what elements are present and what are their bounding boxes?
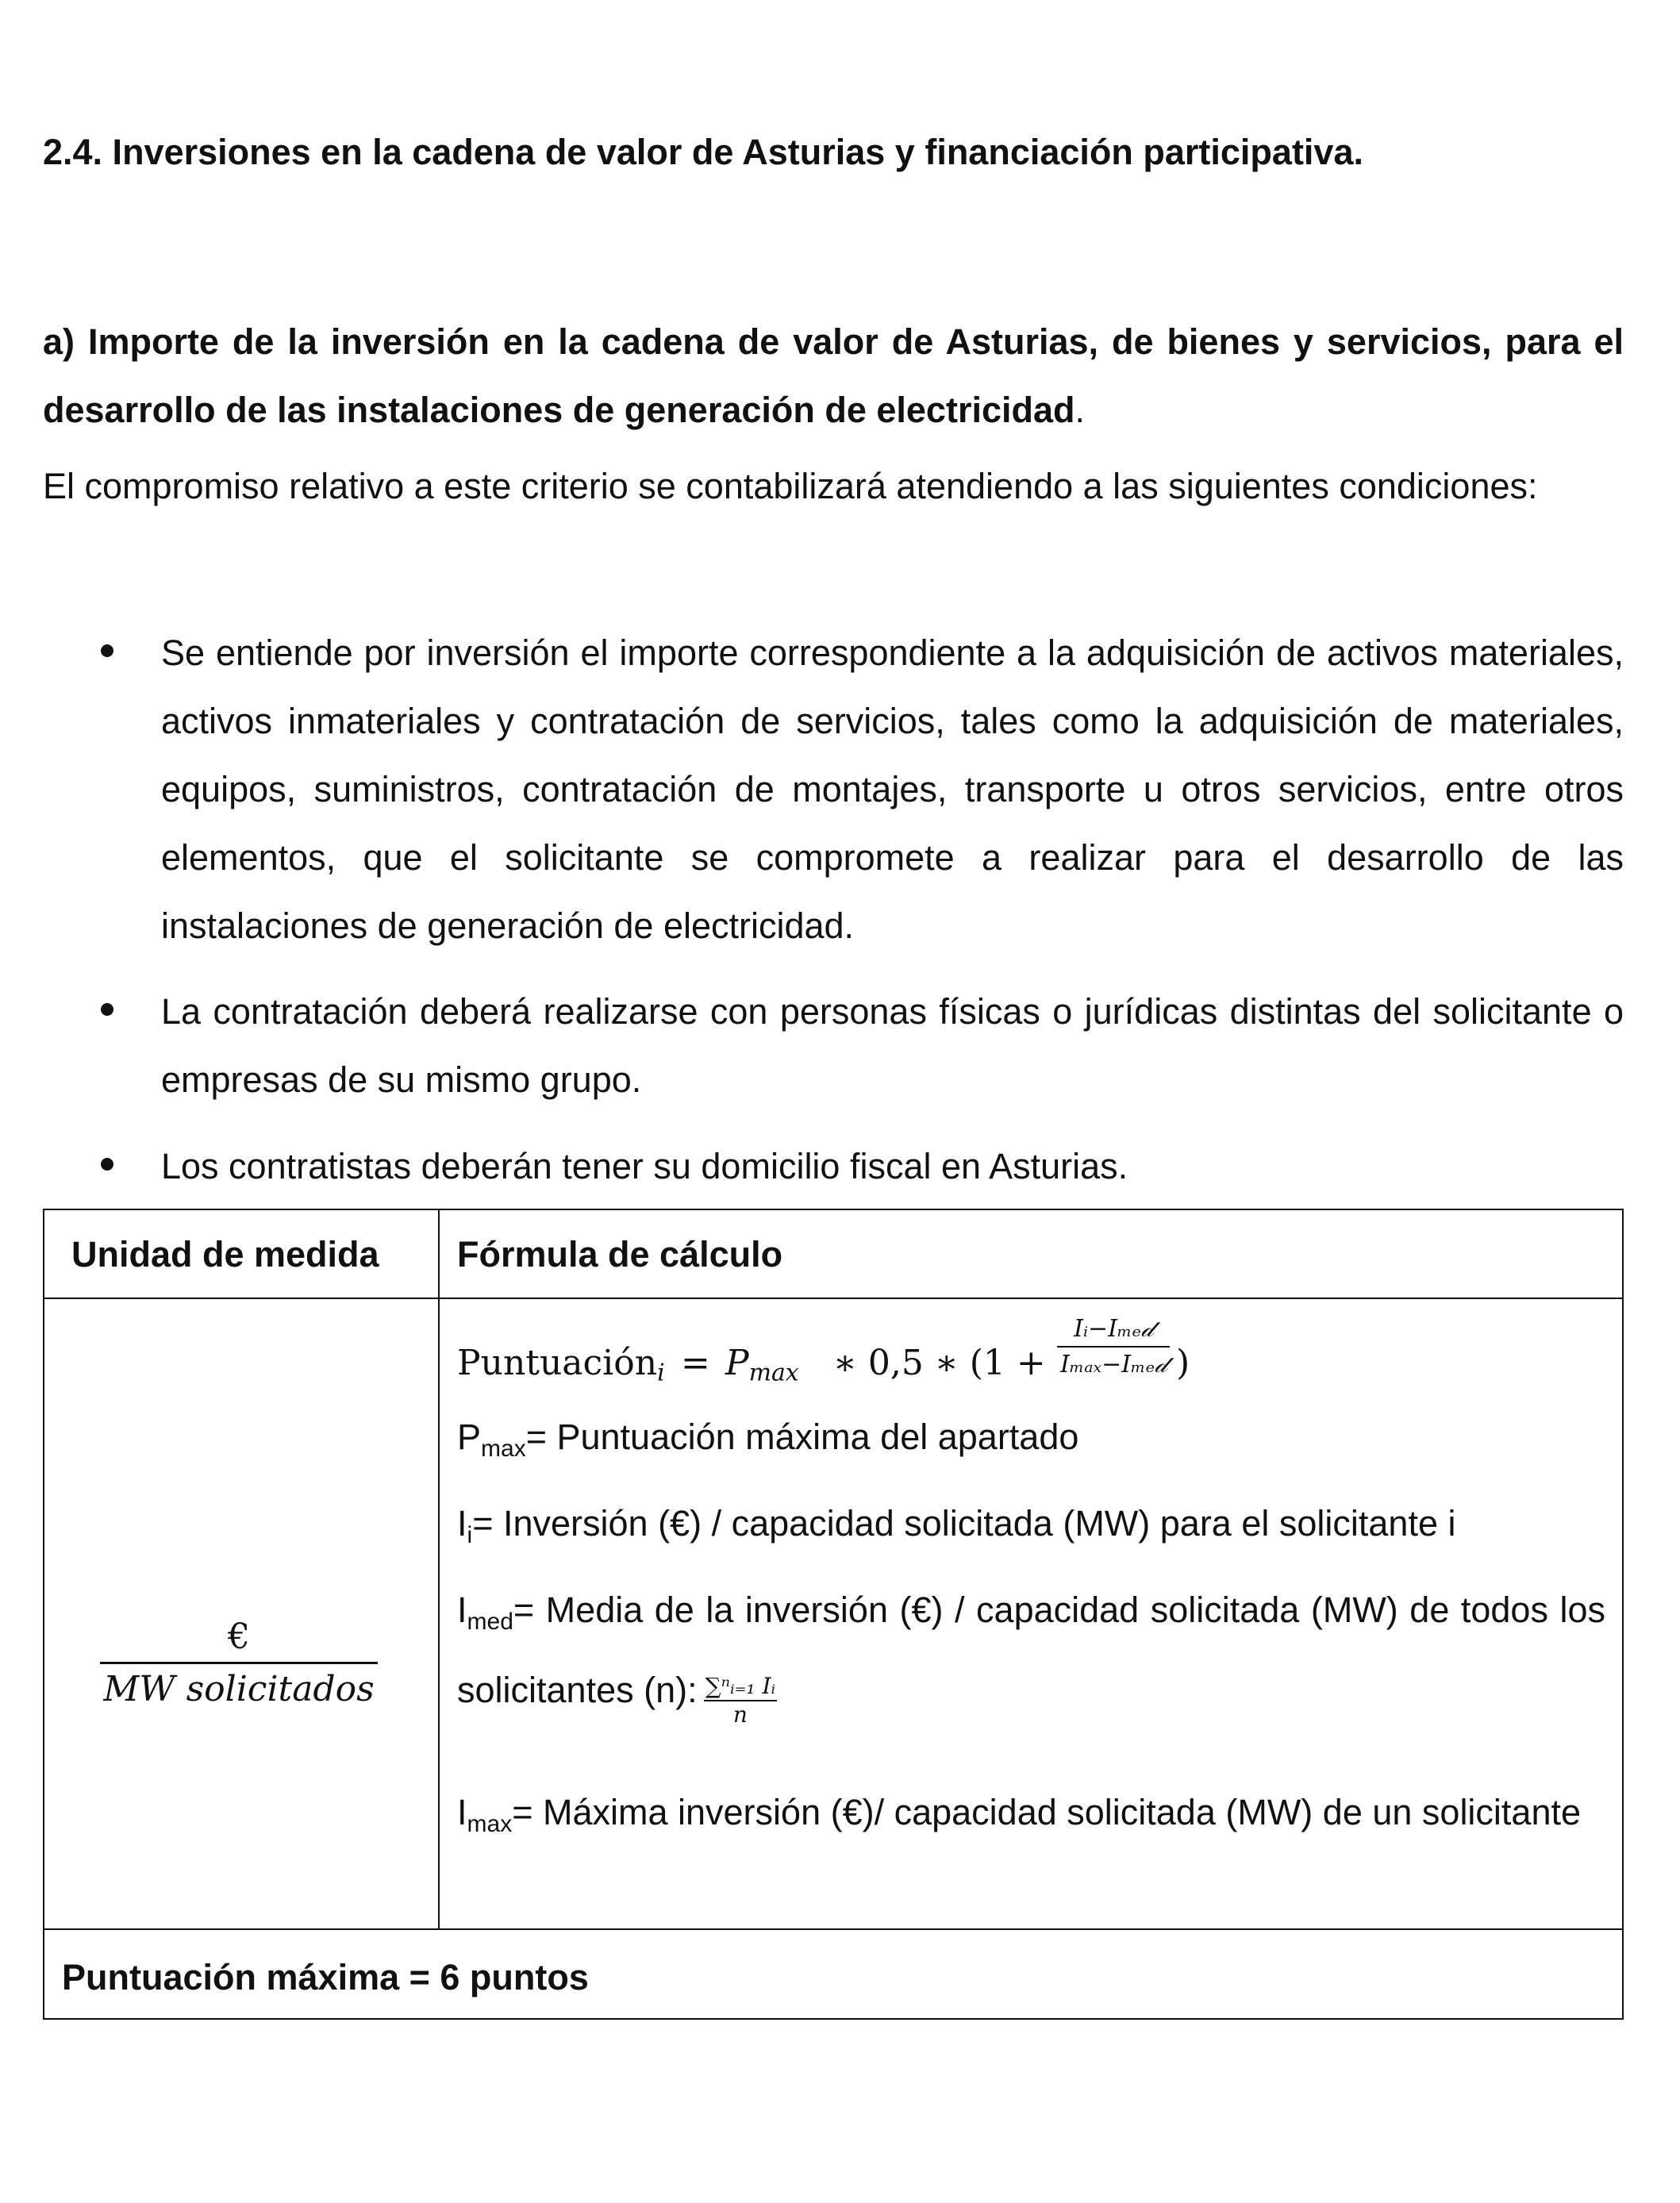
formula-close-paren: ) [1176, 1343, 1190, 1383]
formula-pmax: $P_{max}$ [725, 1343, 799, 1387]
formula-lhs: Puntuación$_i$ [457, 1343, 665, 1387]
definition-imed: $I_{med}=$ Media de la inversión (€) / capacidad solicitada (MW) de todos los solicitantes (n): $\frac{\text{∑ⁿᵢ₌₁ Iᵢ}}{n}$ [457, 1590, 1605, 1728]
header-unit-of-measure: Unidad de medida [71, 1234, 379, 1275]
definition-ii: $I_i=$ Inversión (€) / capacidad solicitada (MW) para el solicitante i [457, 1503, 1456, 1548]
formula-equals: = [681, 1343, 710, 1383]
formula-middle: ∗ 0,5 ∗ (1 + [833, 1343, 1046, 1383]
subsection-title [43, 308, 1624, 444]
unit-denominator: MW solicitados [103, 1669, 375, 1709]
subsection-title-period: . [1075, 390, 1086, 430]
formula-fraction [1057, 1315, 1170, 1378]
intro-paragraph: El compromiso relativo a este criterio se contabilizará atendiendo a las siguientes condiciones: [43, 466, 1538, 506]
unit-cell [44, 1299, 438, 1928]
unit-numerator: € [228, 1617, 250, 1657]
fraction-bar [100, 1662, 378, 1664]
list-item-text: La contratación deberá realizarse con personas físicas o jurídicas distintas del solicitante o empresas de su mismo grupo. [161, 991, 1624, 1100]
definition-pmax: $P_{max}=$ Puntuación máxima del apartado [457, 1417, 1079, 1462]
bullet-dot-icon [101, 1003, 113, 1016]
definition-imax: $I_{max}=$ Máxima inversión (€)/ capacidad solicitada (MW) de un solicitante [457, 1792, 1582, 1837]
table-row-divider [44, 1928, 1622, 1930]
header-calculation-formula: Fórmula de cálculo [457, 1234, 783, 1275]
formula-cell [440, 1299, 1622, 1928]
bullet-dot-icon [101, 1158, 113, 1171]
unit-fraction [100, 1617, 378, 1709]
list-item-text: Los contratistas deberán tener su domicilio fiscal en Asturias. [161, 1146, 1128, 1186]
fraction-numerator: Iᵢ−Iₘₑ𝒹 [1074, 1315, 1154, 1343]
fraction-denominator: Iₘₐₓ−Iₘₑ𝒹 [1060, 1351, 1167, 1378]
criteria-table [43, 1209, 1624, 2020]
max-score-total: Puntuación máxima = 6 puntos [62, 1957, 589, 1997]
list-item-text: Se entiende por inversión el importe correspondiente a la adquisición de activos materiales, activos inmateriales y contratación de servicios, tales como la adquisición de materiales, equipos, suministros, contratación de montajes, transporte u otros servicios, entre otros elementos, que el solicitante se compromete a realizar para el desarrollo de las instalaciones de generación de electricidad. [161, 632, 1624, 946]
subsection-title-bold: a) Importe de la inversión en la cadena de valor de Asturias, de bienes y servicios, para el desarrollo de las instalaciones de generación de electricidad [43, 321, 1624, 430]
bullet-dot-icon [101, 644, 113, 657]
mean-fraction: $\frac{\text{∑ⁿᵢ₌₁ Iᵢ}}{n}$ [705, 1673, 776, 1728]
section-title: 2.4. Inversiones en la cadena de valor de Asturias y financiación participativa. [43, 132, 1363, 172]
